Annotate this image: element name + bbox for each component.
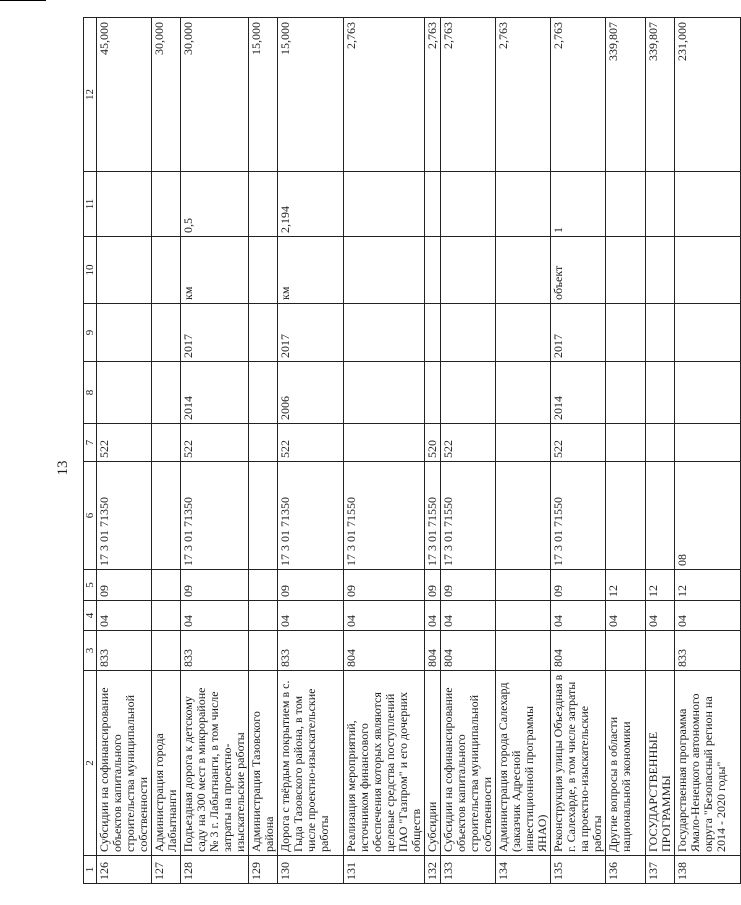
cell-col-10 (646, 237, 675, 304)
cell-col-7 (152, 424, 181, 462)
cell-col-3: 833 (97, 631, 152, 671)
cell-col-7: 522 (97, 424, 152, 462)
cell-col-4 (249, 601, 278, 631)
table-row (496, 18, 551, 884)
cell-col-4 (152, 601, 181, 631)
cell-col-9 (97, 304, 152, 362)
cell-col-4: 04 (344, 601, 425, 631)
cell-col-8 (646, 362, 675, 424)
cell-col-7: 522 (551, 424, 606, 462)
cell-col-6 (606, 462, 646, 570)
cell-col-10: км (181, 237, 249, 304)
cell-col-5 (249, 570, 278, 601)
cell-col-7: 522 (181, 424, 249, 462)
cell-col-2: Дорога с твёрдым покрытием в с. Гыда Тазовского района, в том числе проектно-изыскательские работы (278, 671, 344, 856)
cell-col-9 (425, 304, 441, 362)
top-edge-rule (0, 0, 46, 1)
cell-col-11 (97, 172, 152, 237)
table-row (278, 18, 344, 884)
cell-col-11 (646, 172, 675, 237)
cell-col-9 (606, 304, 646, 362)
cell-col-7 (496, 424, 551, 462)
cell-col-9 (249, 304, 278, 362)
cell-col-9 (344, 304, 425, 362)
cell-col-10 (675, 237, 741, 304)
cell-col-6: 17 3 01 71550 (425, 462, 441, 570)
cell-col-7 (249, 424, 278, 462)
cell-col-11: 0,5 (181, 172, 249, 237)
cell-col-6 (496, 462, 551, 570)
cell-col-6 (152, 462, 181, 570)
column-number-row (84, 18, 97, 884)
cell-col-11 (425, 172, 441, 237)
cell-col-4 (496, 601, 551, 631)
cell-col-9: 2017 (551, 304, 606, 362)
cell-col-10 (249, 237, 278, 304)
cell-col-8: 2006 (278, 362, 344, 424)
budget-table (83, 17, 741, 884)
cell-col-4: 04 (181, 601, 249, 631)
cell-col-8 (344, 362, 425, 424)
col-header-3: 3 (84, 631, 97, 671)
cell-col-4: 04 (606, 601, 646, 631)
col-header-2: 2 (84, 671, 97, 856)
cell-col-10 (441, 237, 496, 304)
cell-col-8: 2014 (551, 362, 606, 424)
cell-col-4: 04 (441, 601, 496, 631)
cell-col-11 (344, 172, 425, 237)
cell-col-2: Администрация города Салехард (заказчик Адресной инвестиционной программы ЯНАО) (496, 671, 551, 856)
cell-col-2: Другие вопросы в области национальной экономики (606, 671, 646, 856)
cell-col-6 (249, 462, 278, 570)
cell-col-5: 09 (425, 570, 441, 601)
cell-col-10 (97, 237, 152, 304)
table-row (551, 18, 606, 884)
cell-col-3: 833 (181, 631, 249, 671)
cell-col-6 (646, 462, 675, 570)
cell-col-7 (344, 424, 425, 462)
table-row (97, 18, 152, 884)
table-row (249, 18, 278, 884)
cell-col-7 (675, 424, 741, 462)
cell-col-1: 138 (675, 856, 741, 884)
cell-col-1: 127 (152, 856, 181, 884)
cell-col-8 (496, 362, 551, 424)
col-header-8: 8 (84, 362, 97, 424)
cell-col-7: 520 (425, 424, 441, 462)
cell-col-9: 2017 (278, 304, 344, 362)
cell-col-10: км (278, 237, 344, 304)
cell-col-6: 17 3 01 71350 (278, 462, 344, 570)
cell-col-5: 09 (441, 570, 496, 601)
cell-col-4: 04 (551, 601, 606, 631)
cell-col-5: 09 (278, 570, 344, 601)
cell-col-1: 134 (496, 856, 551, 884)
cell-col-5: 09 (344, 570, 425, 601)
cell-col-6: 17 3 01 71550 (441, 462, 496, 570)
cell-col-7 (646, 424, 675, 462)
cell-col-12: 2,763 (441, 18, 496, 172)
cell-col-1: 136 (606, 856, 646, 884)
cell-col-2: Субсидии на софинансирование объектов капитального строительства муниципальной собственности (441, 671, 496, 856)
cell-col-10 (496, 237, 551, 304)
col-header-9: 9 (84, 304, 97, 362)
cell-col-3: 833 (675, 631, 741, 671)
cell-col-5 (496, 570, 551, 601)
cell-col-12: 339,807 (646, 18, 675, 172)
cell-col-12: 30,000 (181, 18, 249, 172)
cell-col-3: 804 (344, 631, 425, 671)
cell-col-8 (425, 362, 441, 424)
cell-col-2: Субсидии (425, 671, 441, 856)
cell-col-11: 1 (551, 172, 606, 237)
cell-col-11 (441, 172, 496, 237)
cell-col-8: 2014 (181, 362, 249, 424)
cell-col-9 (675, 304, 741, 362)
rotated-table-inner (83, 18, 728, 884)
cell-col-9 (152, 304, 181, 362)
cell-col-4: 04 (646, 601, 675, 631)
cell-col-11: 2,194 (278, 172, 344, 237)
page-number: 13 (55, 460, 71, 476)
cell-col-3 (152, 631, 181, 671)
cell-col-3 (606, 631, 646, 671)
cell-col-12: 45,000 (97, 18, 152, 172)
cell-col-8 (675, 362, 741, 424)
cell-col-11 (496, 172, 551, 237)
col-header-1: 1 (84, 856, 97, 884)
cell-col-12: 15,000 (249, 18, 278, 172)
cell-col-6: 17 3 01 71550 (344, 462, 425, 570)
cell-col-10: объект (551, 237, 606, 304)
cell-col-8 (441, 362, 496, 424)
cell-col-9 (441, 304, 496, 362)
cell-col-6: 17 3 01 71550 (551, 462, 606, 570)
cell-col-4: 04 (278, 601, 344, 631)
cell-col-2: Субсидии на софинансирование объектов капитального строительства муниципальной собственности (97, 671, 152, 856)
table-row (344, 18, 425, 884)
cell-col-5: 12 (675, 570, 741, 601)
cell-col-10 (152, 237, 181, 304)
cell-col-12: 339,807 (606, 18, 646, 172)
cell-col-2: Государственная программа Ямало-Ненецкого автономного округа "Безопасный регион на 2014 - 2020 годы" (675, 671, 741, 856)
cell-col-12: 30,000 (152, 18, 181, 172)
cell-col-12: 2,763 (496, 18, 551, 172)
cell-col-3: 833 (278, 631, 344, 671)
table-row (181, 18, 249, 884)
cell-col-2: Реализация мероприятий, источником финансового обеспечения которых являются целевые средства поступлений ПАО "Газпром" и его дочерних обществ (344, 671, 425, 856)
cell-col-1: 137 (646, 856, 675, 884)
cell-col-6: 08 (675, 462, 741, 570)
cell-col-5: 09 (551, 570, 606, 601)
cell-col-7 (606, 424, 646, 462)
cell-col-9 (646, 304, 675, 362)
cell-col-5: 09 (97, 570, 152, 601)
cell-col-5: 12 (646, 570, 675, 601)
cell-col-12: 15,000 (278, 18, 344, 172)
cell-col-9: 2017 (181, 304, 249, 362)
cell-col-12: 2,763 (344, 18, 425, 172)
cell-col-8 (249, 362, 278, 424)
table-row (646, 18, 675, 884)
cell-col-3: 804 (441, 631, 496, 671)
cell-col-1: 131 (344, 856, 425, 884)
cell-col-1: 128 (181, 856, 249, 884)
col-header-4: 4 (84, 601, 97, 631)
cell-col-4: 04 (675, 601, 741, 631)
cell-col-3: 804 (425, 631, 441, 671)
cell-col-8 (606, 362, 646, 424)
cell-col-2: Администрация города Лабытнанги (152, 671, 181, 856)
cell-col-1: 129 (249, 856, 278, 884)
col-header-10: 10 (84, 237, 97, 304)
cell-col-10 (344, 237, 425, 304)
cell-col-3: 804 (551, 631, 606, 671)
table-row (425, 18, 441, 884)
cell-col-1: 133 (441, 856, 496, 884)
cell-col-7: 522 (441, 424, 496, 462)
cell-col-8 (97, 362, 152, 424)
cell-col-3 (249, 631, 278, 671)
cell-col-1: 135 (551, 856, 606, 884)
cell-col-1: 130 (278, 856, 344, 884)
col-header-5: 5 (84, 570, 97, 601)
col-header-12: 12 (84, 18, 97, 172)
cell-col-5 (152, 570, 181, 601)
cell-col-6: 17 3 01 71350 (97, 462, 152, 570)
cell-col-11 (675, 172, 741, 237)
cell-col-5: 09 (181, 570, 249, 601)
cell-col-3 (646, 631, 675, 671)
cell-col-11 (249, 172, 278, 237)
cell-col-1: 132 (425, 856, 441, 884)
cell-col-7: 522 (278, 424, 344, 462)
cell-col-2: Подъездная дорога к детскому саду на 300 мест в микрорайоне № 3 г. Лабытнанги, в том числе затраты на проектно-изыскательские работы (181, 671, 249, 856)
rotated-table-area (83, 18, 728, 884)
cell-col-6: 17 3 01 71350 (181, 462, 249, 570)
cell-col-11 (152, 172, 181, 237)
table-row (606, 18, 646, 884)
cell-col-11 (606, 172, 646, 237)
cell-col-4: 04 (425, 601, 441, 631)
cell-col-12: 2,763 (425, 18, 441, 172)
table-row (152, 18, 181, 884)
cell-col-10 (425, 237, 441, 304)
cell-col-10 (606, 237, 646, 304)
cell-col-5: 12 (606, 570, 646, 601)
cell-col-9 (496, 304, 551, 362)
cell-col-2: ГОСУДАРСТВЕННЫЕ ПРОГРАММЫ (646, 671, 675, 856)
col-header-6: 6 (84, 462, 97, 570)
cell-col-3 (496, 631, 551, 671)
col-header-11: 11 (84, 172, 97, 237)
cell-col-2: Администрация Тазовского района (249, 671, 278, 856)
col-header-7: 7 (84, 424, 97, 462)
cell-col-8 (152, 362, 181, 424)
cell-col-12: 231,000 (675, 18, 741, 172)
cell-col-12: 2,763 (551, 18, 606, 172)
cell-col-2: Реконструкция улицы Объездная в г. Салехарде, в том числе затраты на проектно-изыскательские работы (551, 671, 606, 856)
table-row (675, 18, 741, 884)
cell-col-1: 126 (97, 856, 152, 884)
table-row (441, 18, 496, 884)
cell-col-4: 04 (97, 601, 152, 631)
